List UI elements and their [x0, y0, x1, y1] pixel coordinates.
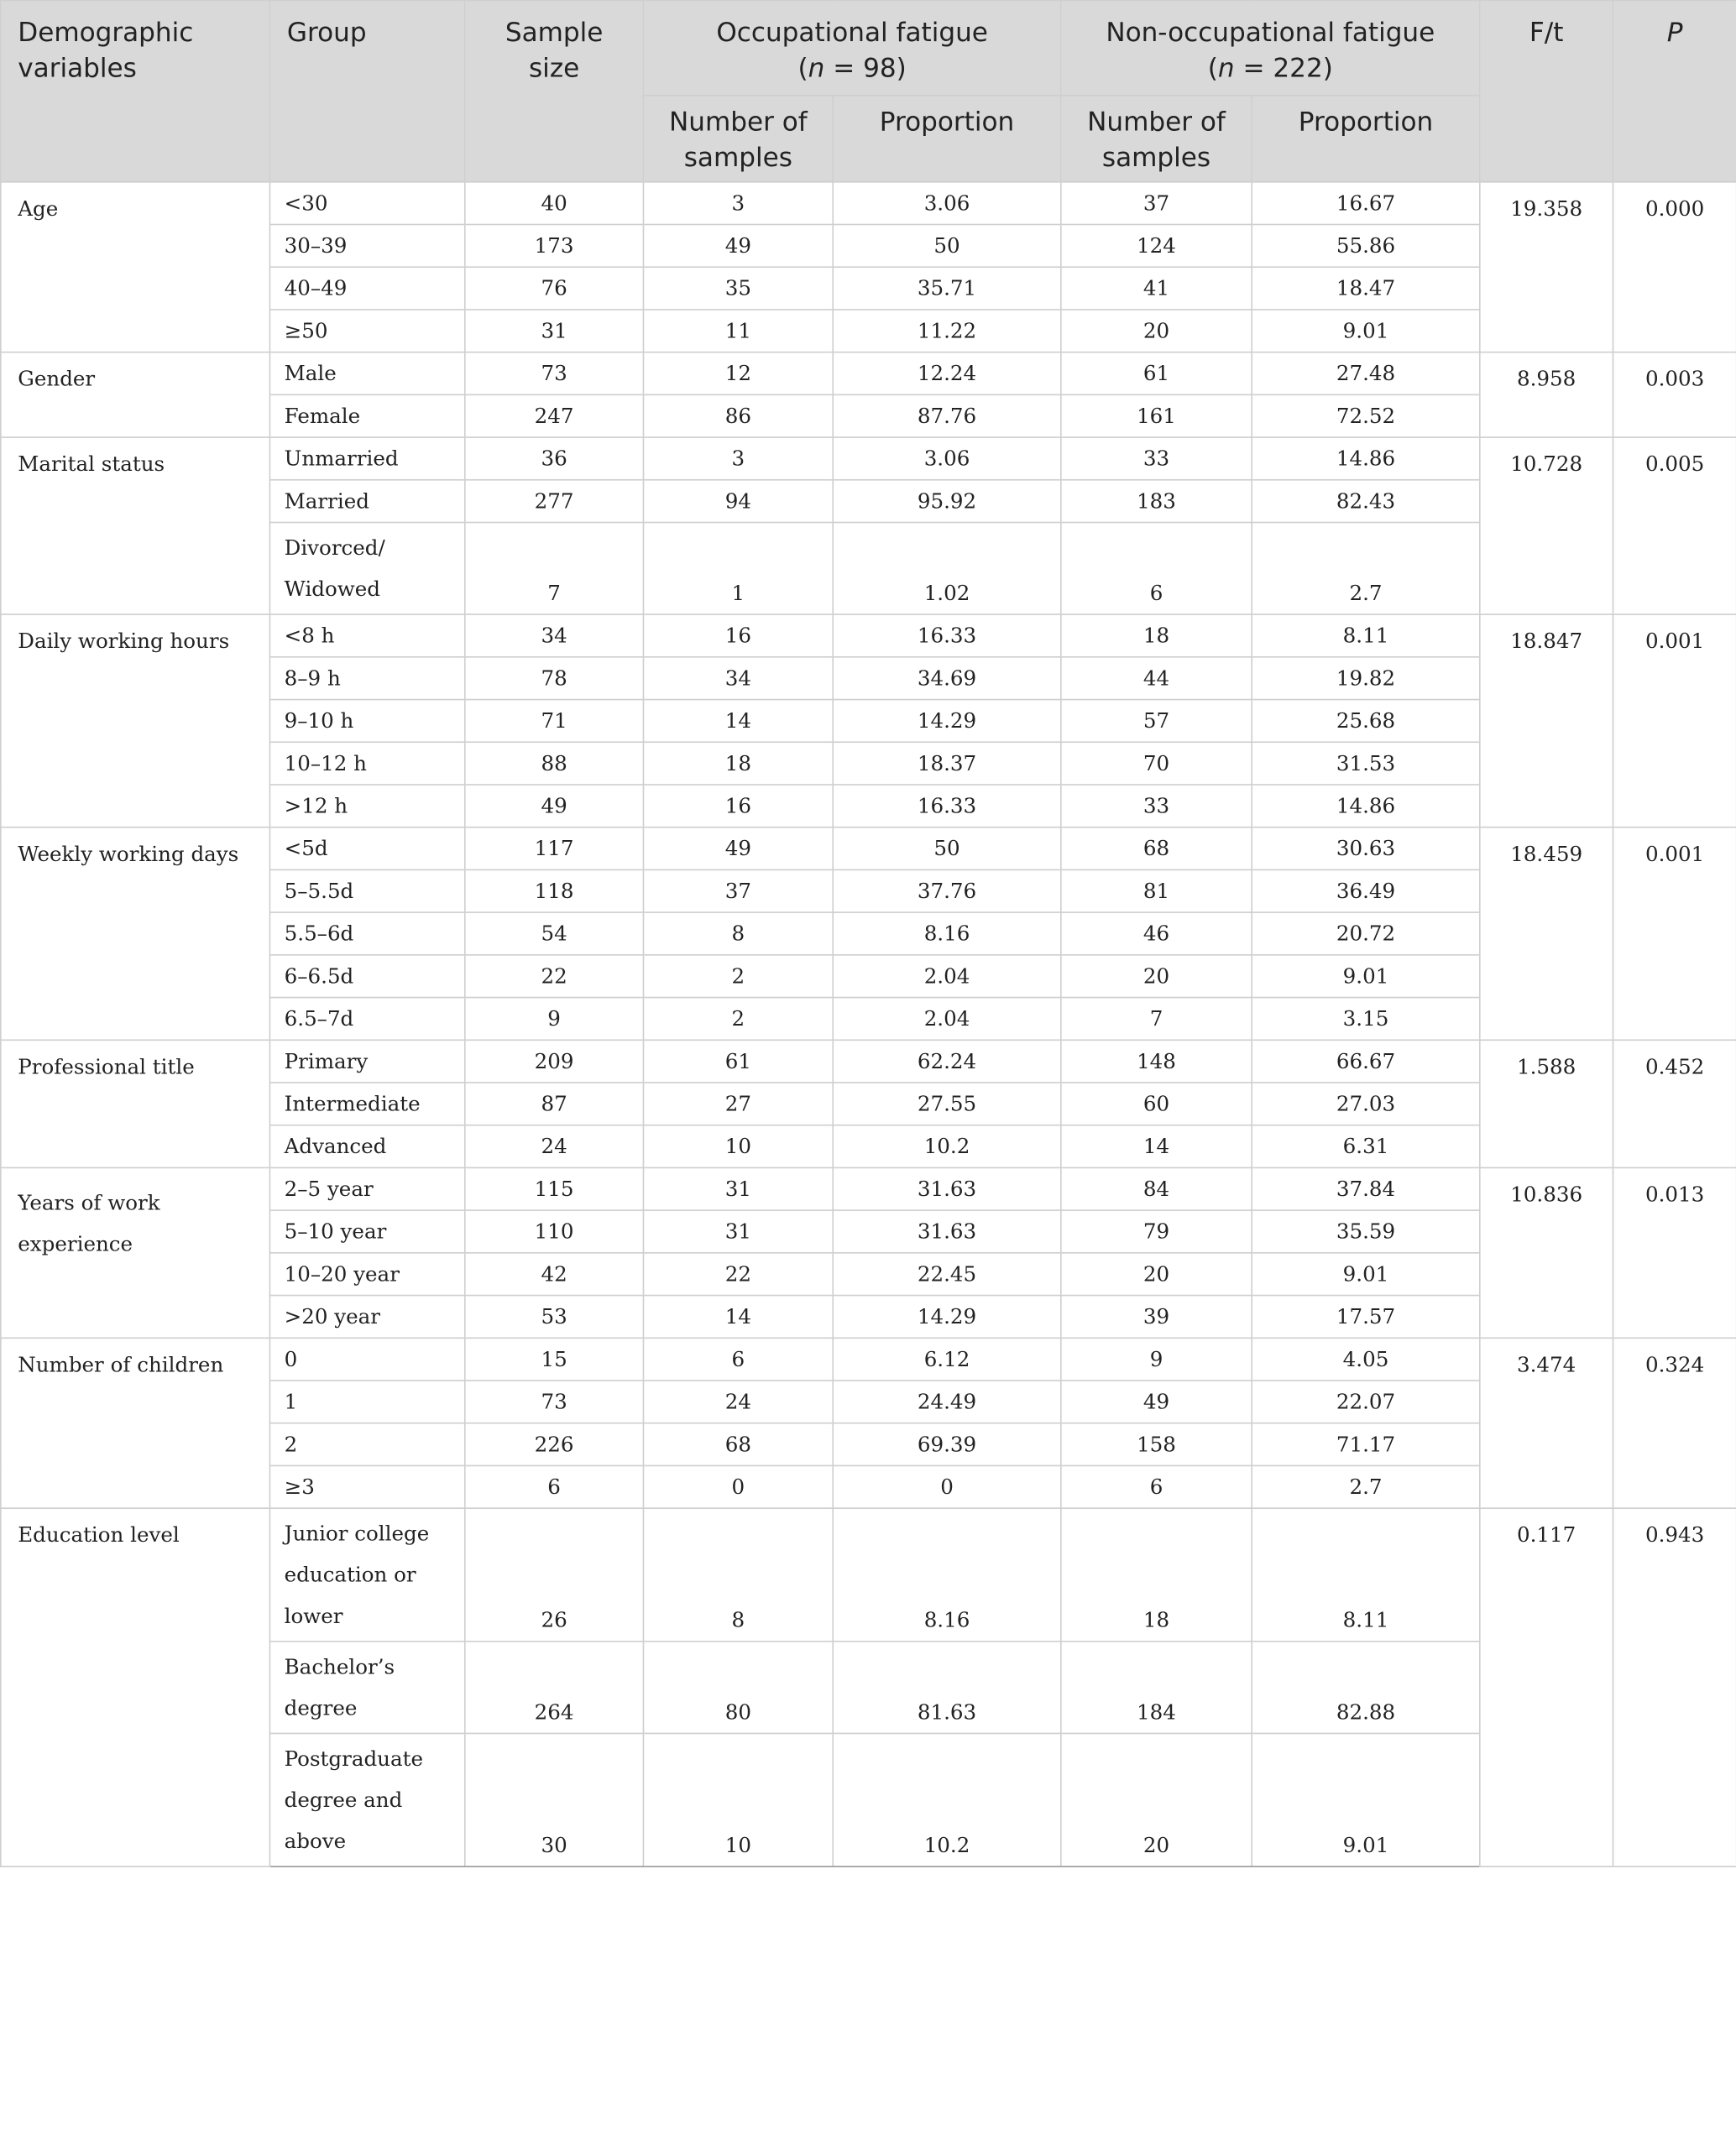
- p-value: 0.000: [1613, 182, 1736, 352]
- sample-size-cell: 73: [465, 1381, 644, 1423]
- p-value: 0.452: [1613, 1040, 1736, 1167]
- occ-number-cell: 34: [643, 657, 833, 700]
- sample-size-cell: 110: [465, 1210, 644, 1253]
- occ-proportion-cell: 14.29: [833, 1296, 1061, 1339]
- occ-proportion-cell: 6.12: [833, 1338, 1061, 1381]
- sample-size-cell: 88: [465, 742, 644, 785]
- sample-size-cell: 226: [465, 1423, 644, 1466]
- group-cell: 2: [269, 1423, 464, 1466]
- group-cell: 10–20 year: [269, 1253, 464, 1296]
- group-cell: Divorced/ Widowed: [269, 522, 464, 614]
- sample-size-cell: 87: [465, 1083, 644, 1125]
- p-value: 0.001: [1613, 827, 1736, 1041]
- occ-proportion-cell: 8.16: [833, 912, 1061, 955]
- group-cell: 5–10 year: [269, 1210, 464, 1253]
- non-number-cell: 41: [1061, 267, 1252, 310]
- occ-proportion-cell: 50: [833, 827, 1061, 870]
- non-number-cell: 158: [1061, 1423, 1252, 1466]
- sample-size-cell: 264: [465, 1642, 644, 1734]
- non-number-cell: 161: [1061, 394, 1252, 437]
- non-number-cell: 37: [1061, 182, 1252, 225]
- occ-number-cell: 2: [643, 955, 833, 998]
- header-sample-size: Sample size: [465, 1, 644, 182]
- sample-size-cell: 76: [465, 267, 644, 310]
- non-proportion-cell: 27.48: [1252, 352, 1480, 395]
- group-cell: Intermediate: [269, 1083, 464, 1125]
- sample-size-cell: 71: [465, 700, 644, 743]
- sample-size-cell: 9: [465, 998, 644, 1041]
- variable-name: Education level: [1, 1508, 270, 1866]
- sample-size-cell: 42: [465, 1253, 644, 1296]
- sample-size-cell: 6: [465, 1465, 644, 1508]
- occ-proportion-cell: 10.2: [833, 1125, 1061, 1168]
- sample-size-cell: 277: [465, 480, 644, 523]
- non-number-cell: 184: [1061, 1642, 1252, 1734]
- group-cell: >20 year: [269, 1296, 464, 1339]
- occ-proportion-cell: 27.55: [833, 1083, 1061, 1125]
- sample-size-cell: 26: [465, 1508, 644, 1642]
- occ-proportion-cell: 34.69: [833, 657, 1061, 700]
- occ-number-cell: 68: [643, 1423, 833, 1466]
- occupational-fatigue-n-suffix: = 98): [824, 53, 907, 84]
- sample-size-cell: 40: [465, 182, 644, 225]
- non-proportion-cell: 2.7: [1252, 522, 1480, 614]
- non-proportion-cell: 82.43: [1252, 480, 1480, 523]
- occ-number-cell: 14: [643, 1296, 833, 1339]
- non-proportion-cell: 17.57: [1252, 1296, 1480, 1339]
- header-occ-proportion: Proportion: [833, 96, 1061, 182]
- occ-number-cell: 37: [643, 869, 833, 912]
- table-row: [1, 1167, 1736, 1210]
- group-cell: <5d: [269, 827, 464, 870]
- non-proportion-cell: 37.84: [1252, 1167, 1480, 1210]
- non-proportion-cell: 3.15: [1252, 998, 1480, 1041]
- non-number-cell: 124: [1061, 224, 1252, 267]
- header-f-t: F/t: [1480, 1, 1613, 182]
- sample-size-cell: 15: [465, 1338, 644, 1381]
- header-non-occupational-fatigue: [1061, 1, 1480, 96]
- occ-number-cell: 10: [643, 1733, 833, 1866]
- group-cell: 6–6.5d: [269, 955, 464, 998]
- p-value: 0.005: [1613, 437, 1736, 614]
- variable-name: Weekly working days: [1, 827, 270, 1041]
- header-occ-number-of-samples: Number of samples: [643, 96, 833, 182]
- sample-size-cell: 36: [465, 437, 644, 480]
- occ-proportion-cell: 0: [833, 1465, 1061, 1508]
- occ-proportion-cell: 2.04: [833, 955, 1061, 998]
- header-occupational-fatigue: [643, 1, 1060, 96]
- table-row: [1, 437, 1736, 480]
- variable-name: Gender: [1, 352, 270, 437]
- non-proportion-cell: 16.67: [1252, 182, 1480, 225]
- group-cell: Advanced: [269, 1125, 464, 1168]
- occ-number-cell: 18: [643, 742, 833, 785]
- header-demographic-variables: Demographic variables: [1, 1, 270, 182]
- non-number-cell: 81: [1061, 869, 1252, 912]
- header-p: P: [1613, 1, 1736, 182]
- non-number-cell: 33: [1061, 437, 1252, 480]
- occ-number-cell: 0: [643, 1465, 833, 1508]
- p-value: 0.001: [1613, 614, 1736, 827]
- occ-number-cell: 3: [643, 182, 833, 225]
- variable-name: Professional title: [1, 1040, 270, 1167]
- occ-number-cell: 31: [643, 1210, 833, 1253]
- table-row: [1, 1040, 1736, 1083]
- sample-size-cell: 30: [465, 1733, 644, 1866]
- table-row: [1, 614, 1736, 657]
- occ-proportion-cell: 50: [833, 224, 1061, 267]
- non-number-cell: 44: [1061, 657, 1252, 700]
- occ-proportion-cell: 14.29: [833, 700, 1061, 743]
- header-group: Group: [269, 1, 464, 182]
- occ-proportion-cell: 12.24: [833, 352, 1061, 395]
- occ-proportion-cell: 95.92: [833, 480, 1061, 523]
- f-t-value: 0.117: [1480, 1508, 1613, 1866]
- non-occupational-fatigue-n-suffix: = 222): [1234, 53, 1333, 84]
- group-cell: 5.5–6d: [269, 912, 464, 955]
- non-proportion-cell: 8.11: [1252, 614, 1480, 657]
- non-proportion-cell: 18.47: [1252, 267, 1480, 310]
- sample-size-cell: 247: [465, 394, 644, 437]
- occ-number-cell: 49: [643, 827, 833, 870]
- group-cell: Primary: [269, 1040, 464, 1083]
- occupational-fatigue-n-var: n: [808, 53, 825, 84]
- occ-proportion-cell: 16.33: [833, 614, 1061, 657]
- f-t-value: 18.847: [1480, 614, 1613, 827]
- non-proportion-cell: 9.01: [1252, 1733, 1480, 1866]
- f-t-value: 10.836: [1480, 1167, 1613, 1338]
- non-proportion-cell: 72.52: [1252, 394, 1480, 437]
- occ-number-cell: 49: [643, 224, 833, 267]
- p-value: 0.013: [1613, 1167, 1736, 1338]
- group-cell: ≥50: [269, 310, 464, 352]
- occ-number-cell: 94: [643, 480, 833, 523]
- group-cell: 9–10 h: [269, 700, 464, 743]
- header-row: [1, 1, 1736, 96]
- group-cell: ≥3: [269, 1465, 464, 1508]
- non-number-cell: 20: [1061, 1733, 1252, 1866]
- non-proportion-cell: 31.53: [1252, 742, 1480, 785]
- variable-name: Years of work experience: [1, 1167, 270, 1338]
- p-value: 0.324: [1613, 1338, 1736, 1508]
- occ-proportion-cell: 24.49: [833, 1381, 1061, 1423]
- non-proportion-cell: 30.63: [1252, 827, 1480, 870]
- table-row: [1, 1338, 1736, 1381]
- occ-number-cell: 86: [643, 394, 833, 437]
- variable-name: Marital status: [1, 437, 270, 614]
- occ-proportion-cell: 69.39: [833, 1423, 1061, 1466]
- group-cell: Married: [269, 480, 464, 523]
- occ-number-cell: 3: [643, 437, 833, 480]
- sample-size-cell: 78: [465, 657, 644, 700]
- non-number-cell: 57: [1061, 700, 1252, 743]
- occ-proportion-cell: 31.63: [833, 1167, 1061, 1210]
- non-proportion-cell: 55.86: [1252, 224, 1480, 267]
- group-cell: Junior college education or lower: [269, 1508, 464, 1642]
- occ-proportion-cell: 1.02: [833, 522, 1061, 614]
- non-number-cell: 20: [1061, 1253, 1252, 1296]
- non-proportion-cell: 9.01: [1252, 310, 1480, 352]
- occ-number-cell: 27: [643, 1083, 833, 1125]
- non-proportion-cell: 9.01: [1252, 955, 1480, 998]
- non-number-cell: 68: [1061, 827, 1252, 870]
- sample-size-cell: 22: [465, 955, 644, 998]
- group-cell: <8 h: [269, 614, 464, 657]
- group-cell: 30–39: [269, 224, 464, 267]
- non-number-cell: 20: [1061, 310, 1252, 352]
- non-occupational-fatigue-label: Non-occupational fatigue: [1106, 18, 1435, 49]
- non-number-cell: 33: [1061, 785, 1252, 827]
- non-proportion-cell: 36.49: [1252, 869, 1480, 912]
- occ-proportion-cell: 8.16: [833, 1508, 1061, 1642]
- occ-number-cell: 10: [643, 1125, 833, 1168]
- non-proportion-cell: 25.68: [1252, 700, 1480, 743]
- non-proportion-cell: 14.86: [1252, 437, 1480, 480]
- occ-proportion-cell: 62.24: [833, 1040, 1061, 1083]
- non-number-cell: 84: [1061, 1167, 1252, 1210]
- p-value: 0.003: [1613, 352, 1736, 437]
- f-t-value: 10.728: [1480, 437, 1613, 614]
- occ-number-cell: 14: [643, 700, 833, 743]
- occ-proportion-cell: 2.04: [833, 998, 1061, 1041]
- non-number-cell: 6: [1061, 522, 1252, 614]
- group-cell: 6.5–7d: [269, 998, 464, 1041]
- sample-size-cell: 118: [465, 869, 644, 912]
- non-number-cell: 18: [1061, 614, 1252, 657]
- f-t-value: 1.588: [1480, 1040, 1613, 1167]
- non-number-cell: 60: [1061, 1083, 1252, 1125]
- non-number-cell: 46: [1061, 912, 1252, 955]
- occ-number-cell: 31: [643, 1167, 833, 1210]
- occ-proportion-cell: 18.37: [833, 742, 1061, 785]
- non-proportion-cell: 8.11: [1252, 1508, 1480, 1642]
- group-cell: 1: [269, 1381, 464, 1423]
- occ-number-cell: 8: [643, 912, 833, 955]
- f-t-value: 18.459: [1480, 827, 1613, 1041]
- non-number-cell: 61: [1061, 352, 1252, 395]
- occ-proportion-cell: 16.33: [833, 785, 1061, 827]
- non-number-cell: 79: [1061, 1210, 1252, 1253]
- f-t-value: 3.474: [1480, 1338, 1613, 1508]
- sample-size-cell: 115: [465, 1167, 644, 1210]
- group-cell: Female: [269, 394, 464, 437]
- occ-number-cell: 61: [643, 1040, 833, 1083]
- occ-number-cell: 11: [643, 310, 833, 352]
- occ-proportion-cell: 10.2: [833, 1733, 1061, 1866]
- table-row: [1, 1508, 1736, 1642]
- occ-number-cell: 8: [643, 1508, 833, 1642]
- sample-size-cell: 173: [465, 224, 644, 267]
- p-value: 0.943: [1613, 1508, 1736, 1866]
- group-cell: Unmarried: [269, 437, 464, 480]
- table-row: [1, 352, 1736, 395]
- header-non-number-of-samples: Number of samples: [1061, 96, 1252, 182]
- sample-size-cell: 7: [465, 522, 644, 614]
- non-number-cell: 14: [1061, 1125, 1252, 1168]
- sample-size-cell: 117: [465, 827, 644, 870]
- occ-number-cell: 16: [643, 785, 833, 827]
- non-number-cell: 9: [1061, 1338, 1252, 1381]
- group-cell: Postgraduate degree and above: [269, 1733, 464, 1866]
- non-number-cell: 18: [1061, 1508, 1252, 1642]
- occ-number-cell: 6: [643, 1338, 833, 1381]
- occ-proportion-cell: 35.71: [833, 267, 1061, 310]
- non-number-cell: 183: [1061, 480, 1252, 523]
- f-t-value: 8.958: [1480, 352, 1613, 437]
- non-number-cell: 49: [1061, 1381, 1252, 1423]
- group-cell: 5–5.5d: [269, 869, 464, 912]
- sample-size-cell: 209: [465, 1040, 644, 1083]
- sample-size-cell: 49: [465, 785, 644, 827]
- variable-name: Age: [1, 182, 270, 352]
- variable-name: Number of children: [1, 1338, 270, 1508]
- occ-proportion-cell: 81.63: [833, 1642, 1061, 1734]
- non-proportion-cell: 6.31: [1252, 1125, 1480, 1168]
- sample-size-cell: 31: [465, 310, 644, 352]
- occ-number-cell: 80: [643, 1642, 833, 1734]
- group-cell: 40–49: [269, 267, 464, 310]
- non-number-cell: 70: [1061, 742, 1252, 785]
- group-cell: >12 h: [269, 785, 464, 827]
- sample-size-cell: 53: [465, 1296, 644, 1339]
- non-proportion-cell: 2.7: [1252, 1465, 1480, 1508]
- occupational-fatigue-label: Occupational fatigue: [716, 18, 988, 49]
- group-cell: 10–12 h: [269, 742, 464, 785]
- occ-proportion-cell: 3.06: [833, 182, 1061, 225]
- non-occupational-fatigue-n-prefix: (: [1207, 53, 1218, 84]
- group-cell: 0: [269, 1338, 464, 1381]
- occ-proportion-cell: 87.76: [833, 394, 1061, 437]
- occ-number-cell: 16: [643, 614, 833, 657]
- non-proportion-cell: 14.86: [1252, 785, 1480, 827]
- non-proportion-cell: 20.72: [1252, 912, 1480, 955]
- non-number-cell: 20: [1061, 955, 1252, 998]
- non-proportion-cell: 71.17: [1252, 1423, 1480, 1466]
- non-proportion-cell: 82.88: [1252, 1642, 1480, 1734]
- sample-size-cell: 34: [465, 614, 644, 657]
- occupational-fatigue-n-prefix: (: [797, 53, 808, 84]
- sample-size-cell: 54: [465, 912, 644, 955]
- non-number-cell: 148: [1061, 1040, 1252, 1083]
- occ-number-cell: 35: [643, 267, 833, 310]
- occ-number-cell: 22: [643, 1253, 833, 1296]
- occ-proportion-cell: 22.45: [833, 1253, 1061, 1296]
- non-number-cell: 7: [1061, 998, 1252, 1041]
- non-number-cell: 6: [1061, 1465, 1252, 1508]
- non-proportion-cell: 35.59: [1252, 1210, 1480, 1253]
- group-cell: Male: [269, 352, 464, 395]
- non-proportion-cell: 9.01: [1252, 1253, 1480, 1296]
- occ-number-cell: 2: [643, 998, 833, 1041]
- non-proportion-cell: 4.05: [1252, 1338, 1480, 1381]
- group-cell: Bachelor’s degree: [269, 1642, 464, 1734]
- occ-number-cell: 1: [643, 522, 833, 614]
- non-occupational-fatigue-n-var: n: [1217, 53, 1235, 84]
- non-number-cell: 39: [1061, 1296, 1252, 1339]
- occ-proportion-cell: 31.63: [833, 1210, 1061, 1253]
- occ-proportion-cell: 37.76: [833, 869, 1061, 912]
- occ-number-cell: 12: [643, 352, 833, 395]
- sample-size-cell: 73: [465, 352, 644, 395]
- header-non-proportion: Proportion: [1252, 96, 1480, 182]
- occ-proportion-cell: 3.06: [833, 437, 1061, 480]
- sample-size-cell: 24: [465, 1125, 644, 1168]
- occ-number-cell: 24: [643, 1381, 833, 1423]
- non-proportion-cell: 22.07: [1252, 1381, 1480, 1423]
- group-cell: 8–9 h: [269, 657, 464, 700]
- table-row: [1, 182, 1736, 225]
- non-proportion-cell: 66.67: [1252, 1040, 1480, 1083]
- table-row: [1, 827, 1736, 870]
- group-cell: 2–5 year: [269, 1167, 464, 1210]
- variable-name: Daily working hours: [1, 614, 270, 827]
- group-cell: <30: [269, 182, 464, 225]
- non-proportion-cell: 27.03: [1252, 1083, 1480, 1125]
- non-proportion-cell: 19.82: [1252, 657, 1480, 700]
- occ-proportion-cell: 11.22: [833, 310, 1061, 352]
- f-t-value: 19.358: [1480, 182, 1613, 352]
